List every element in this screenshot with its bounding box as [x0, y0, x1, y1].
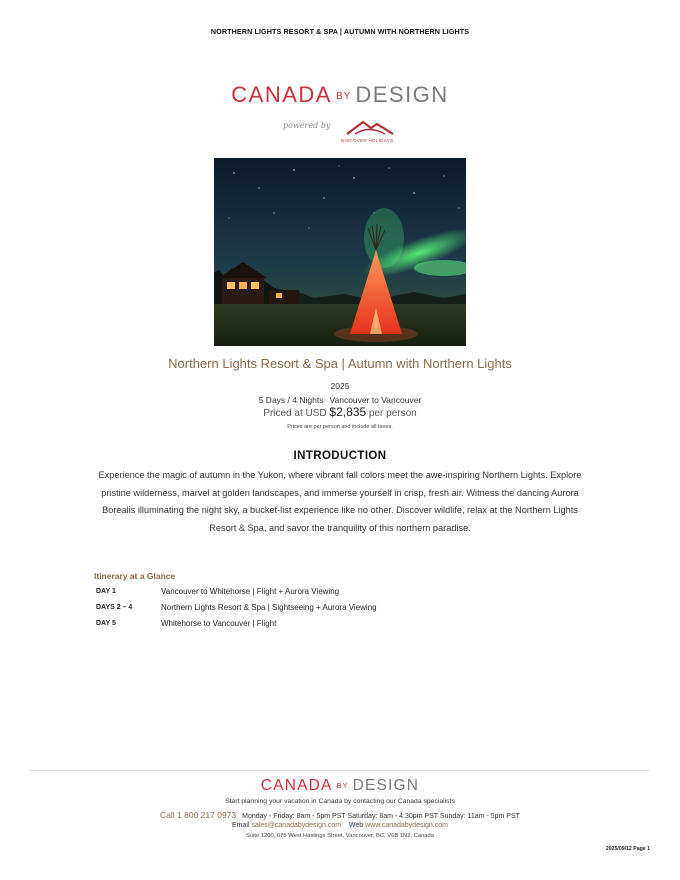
footer-contact-hours: [0, 810, 680, 820]
trip-route: Vancouver to Vancouver: [329, 395, 422, 405]
itinerary-day: DAY 5: [96, 620, 116, 627]
price-note: Prices are per person and include all taxes.: [287, 424, 393, 430]
logo-word-canada: CANADA: [231, 82, 332, 107]
footer-email-web: [0, 822, 680, 829]
footer-call-link[interactable]: Call 1 800 217 0973: [160, 810, 237, 820]
powered-by-text: powered by: [283, 121, 331, 130]
powered-by-discover-holidays: [283, 114, 403, 144]
footer-divider: [30, 770, 649, 771]
page-number: 2025/09/12 Page 1: [605, 846, 650, 852]
footer-web-label: Web: [348, 822, 364, 829]
discover-holidays-mountain-icon: [345, 116, 395, 138]
itinerary-desc: Vancouver to Whitehorse | Flight + Aurora Viewing: [161, 587, 340, 596]
trip-year: 2025: [330, 381, 350, 391]
introduction-text: Experience the magic of autumn in the Yukon, where vibrant fall colors meet the awe-inspiring Northern Lights. Explore pristine wilderness, marvel at golden landscapes, and immerse yourself in crisp, fresh air. Witness the dancing Aurora Borealis illuminating the night sky, a bucket-list experience like no other. Discover wildlife, relax at the Northern Lights Resort & Spa, and savor the tranquility of this northern paradise.: [98, 470, 582, 534]
price-suffix: per person: [368, 408, 417, 419]
footer-address: Suite 1200, 675 West Hastings Street, Vancouver, BC, V6B 1N2, Canada: [246, 833, 434, 839]
footer-email-label: Email: [232, 822, 250, 829]
logo-word-by: BY: [335, 91, 352, 102]
footer-logo: [0, 776, 680, 796]
document-header-title: NORTHERN LIGHTS RESORT & SPA | AUTUMN WITH NORTHERN LIGHTS: [210, 27, 470, 36]
itinerary-day: DAYS 2 – 4: [96, 604, 133, 611]
price-prefix: Priced at USD: [263, 408, 327, 419]
price-amount: $2,835: [329, 405, 367, 419]
trip-duration: 5 Days / 4 Nights: [258, 395, 324, 405]
itinerary-desc: Whitehorse to Vancouver | Flight: [161, 619, 277, 628]
logo-word-design: DESIGN: [355, 82, 449, 107]
footer-hours: Monday - Friday: 8am - 5pm PST Saturday: 8am - 4:30pm PST Sunday: 11am - 5pm PST: [242, 813, 520, 820]
powered-by-brand: DISCOVER HOLIDAYS: [341, 138, 394, 143]
footer-logo-canada: CANADA: [260, 777, 333, 794]
trip-duration-route: [0, 395, 680, 405]
introduction-heading: INTRODUCTION: [293, 450, 387, 462]
footer-logo-by: BY: [336, 781, 349, 790]
itinerary-heading: Itinerary at a Glance: [94, 571, 176, 581]
canada-by-design-logo: [0, 82, 680, 110]
hero-image-teepee-aurora: [214, 158, 466, 346]
footer-web-link[interactable]: www.canadabydesign.com: [365, 822, 448, 829]
itinerary-desc: Northern Lights Resort & Spa | Sightseeing + Aurora Viewing: [161, 603, 377, 612]
footer-tagline: Start planning your vacation in Canada by contacting our Canada specialists: [225, 798, 455, 805]
footer-logo-design: DESIGN: [352, 777, 420, 794]
itinerary-day: DAY 1: [96, 588, 116, 595]
trip-title: Northern Lights Resort & Spa | Autumn with Northern Lights: [168, 356, 512, 371]
trip-price: [0, 405, 680, 419]
footer-email-link[interactable]: sales@canadabydesign.com: [251, 822, 342, 829]
